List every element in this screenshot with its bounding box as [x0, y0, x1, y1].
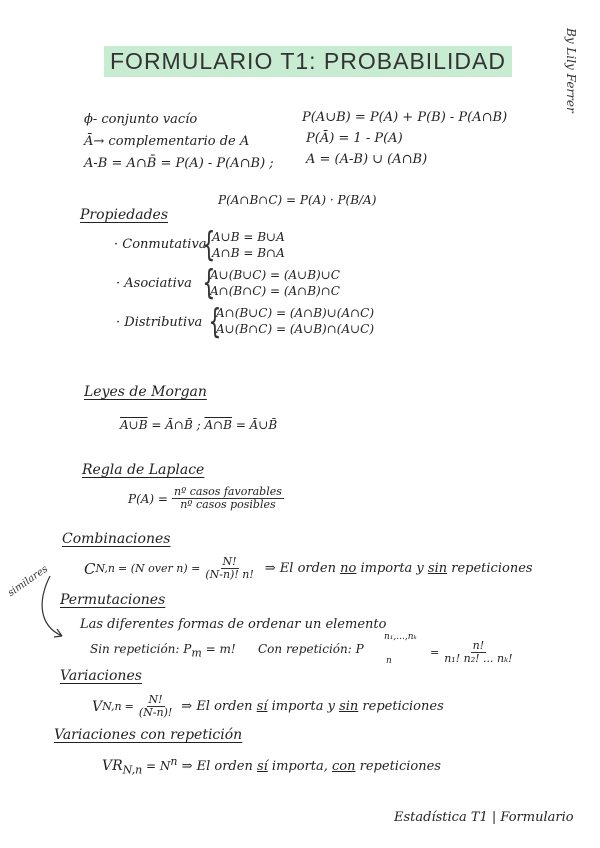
prop-asociativa-line1: A∪(B∪C) = (A∪B)∪C [210, 268, 340, 282]
heading-leyes-de-morgan: Leyes de Morgan [84, 384, 207, 400]
laplace-denominator: nº casos posibles [180, 498, 276, 512]
combinaciones-numerator: N! [222, 555, 237, 568]
rule-decomposition: A = (A-B) ∪ (A∩B) [306, 152, 428, 167]
variaciones-description: ⇒ El orden sí importa y sin repeticiones [181, 699, 444, 715]
side-note-similares: similares [6, 563, 51, 600]
definition-difference: A-B = A∩B̄ = P(A) - P(A∩B) ; [84, 156, 274, 171]
prop-distributiva-label: · Distributiva [116, 315, 203, 330]
prop-asociativa-line2: A∩(B∩C) = (A∩B)∩C [210, 284, 340, 298]
laplace-numerator: nº casos favorables [173, 485, 282, 498]
definition-empty-set: ϕ- conjunto vacío [84, 112, 198, 127]
brace: { [208, 302, 222, 342]
laplace-lhs: P(A) = [128, 491, 168, 506]
permutaciones-con-fraction: = $\frac{n!}{\text{n₁! n₂! ... nₖ!}}$ [430, 639, 513, 666]
prop-conmutativa-line2: A∩B = B∩A [212, 246, 285, 260]
combinaciones-denominator: (N-n)! n! [205, 568, 254, 582]
prop-conmutativa-label: · Conmutativa [114, 237, 207, 252]
variaciones-lhs: V [92, 698, 103, 715]
morgan-formula1-rhs: = Ā∩B̄ [147, 418, 193, 432]
combinaciones-eq: = (N over n) = [118, 562, 201, 576]
morgan-formula2-rhs: = Ā∪B̄ [232, 418, 278, 432]
heading-variaciones-con-repeticion: Variaciones con repetición [54, 727, 243, 743]
brace: { [202, 263, 216, 303]
permutaciones-numerator: n! [472, 639, 485, 652]
combinaciones-sub: N,n [95, 562, 115, 576]
variaciones-numerator: N! [148, 693, 163, 706]
rule-complement: P(Ā) = 1 - P(A) [306, 131, 403, 146]
prop-distributiva-line2: A∪(B∩C) = (A∪B)∩(A∪C) [216, 322, 375, 336]
heading-permutaciones: Permutaciones [60, 592, 166, 608]
author-signature: By Lily Ferrer [564, 28, 578, 113]
morgan-formulas [120, 418, 277, 432]
curved-arrow-icon [20, 570, 80, 650]
prop-conmutativa-line1: A∪B = B∪A [212, 230, 285, 244]
variaciones-sub: N,n [102, 700, 122, 714]
heading-combinaciones: Combinaciones [62, 531, 171, 547]
page-title: FORMULARIO T1: PROBABILIDAD [104, 46, 512, 77]
definition-complement: Ā→ complementario de A [84, 134, 250, 149]
laplace-formula [128, 486, 284, 511]
heading-propiedades: Propiedades [80, 207, 169, 223]
morgan-formula1-lhs: A∪B [120, 418, 148, 432]
prop-distributiva-line1: A∩(B∪C) = (A∩B)∪(A∩C) [216, 306, 375, 320]
combinaciones-formula [84, 556, 533, 581]
product-rule: P(A∩B∩C) = P(A) · P(B/A) [218, 193, 377, 207]
permutaciones-denominator: n₁! n₂! ... nₖ! [444, 652, 513, 666]
prop-asociativa-label: · Asociativa [116, 276, 192, 291]
combinaciones-description: ⇒ El orden no importa y sin repeticiones [264, 561, 533, 577]
heading-variaciones: Variaciones [60, 668, 142, 684]
morgan-separator: ; [192, 418, 205, 432]
brace: { [202, 225, 216, 265]
permutaciones-con-sup: n₁,...,nₖ [384, 632, 417, 642]
rule-union: P(A∪B) = P(A) + P(B) - P(A∩B) [302, 110, 508, 125]
heading-regla-de-laplace: Regla de Laplace [82, 462, 205, 478]
combinaciones-lhs: C [84, 559, 96, 578]
permutaciones-con-repeticion-label: Con repetición: P [258, 642, 364, 656]
permutaciones-con-sub: n [386, 656, 392, 666]
permutaciones-description: Las diferentes formas de ordenar un elemento [80, 617, 387, 632]
variaciones-formula: V N,n = $\frac{N!}{(N-n)!}$ ⇒ El orden sí importa y sin repeticiones [92, 693, 444, 720]
variaciones-denominator: (N-n)! [138, 706, 173, 720]
variaciones-rep-formula: $VR_{N,n} = N^n$ ⇒ El orden sí importa, con repeticiones [102, 755, 441, 777]
permutaciones-sin-repeticion: Sin repetición: $P_m = m$! [90, 642, 236, 660]
morgan-formula2-lhs: A∩B [204, 418, 232, 432]
footer-label: Estadística T1 | Formulario [394, 810, 574, 825]
